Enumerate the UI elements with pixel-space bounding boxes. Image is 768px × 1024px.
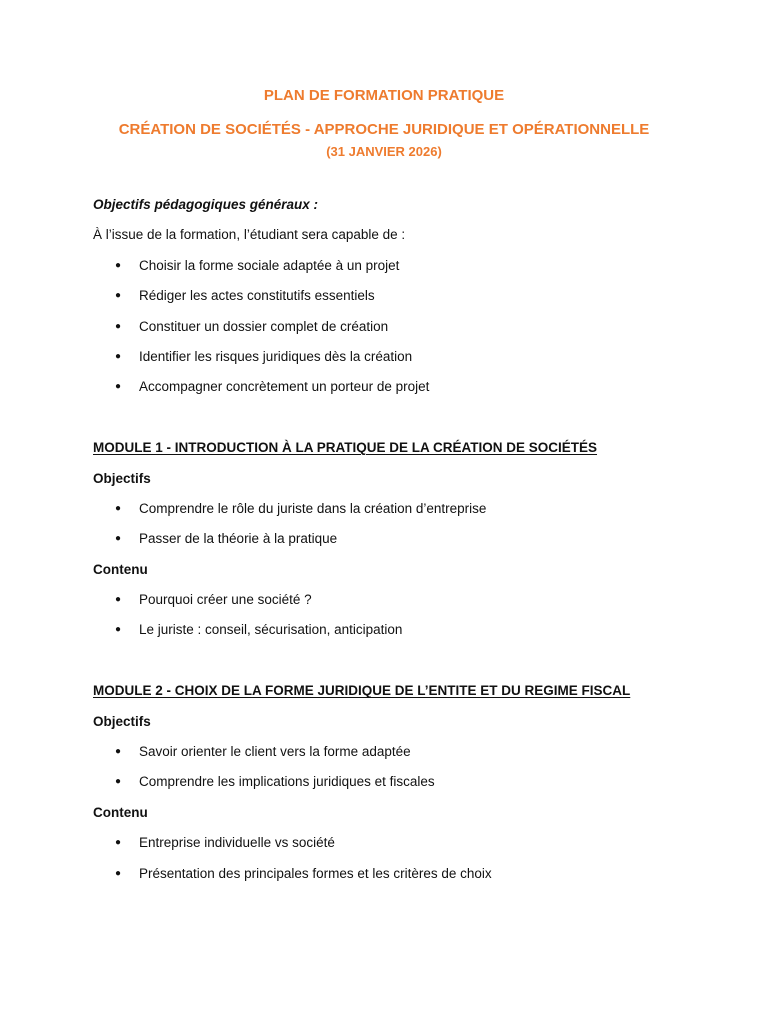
bullet-icon: ● <box>115 837 122 849</box>
module-1-objectives-label: Objectifs <box>93 470 151 486</box>
module-2-objectives-label: Objectifs <box>93 713 151 729</box>
list-item <box>93 862 693 892</box>
list-item <box>93 740 693 770</box>
bullet-icon: ● <box>115 533 122 545</box>
bullet-icon: ● <box>115 259 122 271</box>
list-item-text: Le juriste : conseil, sécurisation, anticipation <box>139 622 403 638</box>
list-item-text: Constituer un dossier complet de création <box>139 318 389 334</box>
bullet-icon: ● <box>115 594 122 606</box>
list-item <box>93 831 693 861</box>
module-2-objectives-list <box>93 740 693 801</box>
bullet-icon: ● <box>115 746 122 758</box>
bullet-icon: ● <box>115 502 122 514</box>
general-objectives-list <box>93 254 693 406</box>
module-2-content-label: Contenu <box>93 804 148 820</box>
list-item <box>93 345 693 375</box>
list-item-text: Comprendre les implications juridiques et fiscales <box>139 774 435 790</box>
list-item <box>93 618 693 648</box>
document-date: (31 JANVIER 2026) <box>326 144 442 159</box>
bullet-icon: ● <box>115 350 122 362</box>
bullet-icon: ● <box>115 320 122 332</box>
spacer <box>93 406 693 436</box>
list-item-text: Accompagner concrètement un porteur de projet <box>139 379 430 395</box>
list-item-text: Comprendre le rôle du juriste dans la création d’entreprise <box>139 500 487 516</box>
bullet-icon: ● <box>115 290 122 302</box>
module-1-content-list <box>93 588 693 649</box>
list-item <box>93 254 693 284</box>
document-subtitle: CRÉATION DE SOCIÉTÉS - APPROCHE JURIDIQUE ET OPÉRATIONNELLE <box>118 121 650 138</box>
document-body <box>93 193 693 892</box>
list-item <box>93 284 693 314</box>
bullet-icon: ● <box>115 776 122 788</box>
list-item <box>93 375 693 405</box>
title-block <box>0 86 768 161</box>
list-item-text: Présentation des principales formes et les critères de choix <box>139 865 492 881</box>
bullet-icon: ● <box>115 867 122 879</box>
general-objectives-intro: À l’issue de la formation, l’étudiant sera capable de : <box>93 227 406 243</box>
list-item-text: Identifier les risques juridiques dès la création <box>139 348 413 364</box>
list-item-text: Pourquoi créer une société ? <box>139 592 312 608</box>
list-item-text: Rédiger les actes constitutifs essentiels <box>139 288 375 304</box>
spacer <box>93 649 693 679</box>
bullet-icon: ● <box>115 381 122 393</box>
list-item <box>93 588 693 618</box>
list-item <box>93 527 693 557</box>
list-item-text: Savoir orienter le client vers la forme adaptée <box>139 744 411 760</box>
list-item-text: Passer de la théorie à la pratique <box>139 531 338 547</box>
module-2-content-list <box>93 831 693 892</box>
module-2-heading: MODULE 2 - CHOIX DE LA FORME JURIDIQUE DE L’ENTITE ET DU REGIME FISCAL <box>93 683 631 699</box>
list-item <box>93 770 693 800</box>
general-objectives-heading: Objectifs pédagogiques généraux : <box>93 197 319 212</box>
module-1-objectives-list <box>93 497 693 558</box>
document-title: PLAN DE FORMATION PRATIQUE <box>263 87 505 104</box>
bullet-icon: ● <box>115 624 122 636</box>
list-item <box>93 315 693 345</box>
list-item-text: Choisir la forme sociale adaptée à un projet <box>139 257 400 273</box>
list-item-text: Entreprise individuelle vs société <box>139 835 335 851</box>
module-1-heading: MODULE 1 - INTRODUCTION À LA PRATIQUE DE LA CRÉATION DE SOCIÉTÉS <box>93 440 598 456</box>
module-1-content-label: Contenu <box>93 561 148 577</box>
list-item <box>93 497 693 527</box>
